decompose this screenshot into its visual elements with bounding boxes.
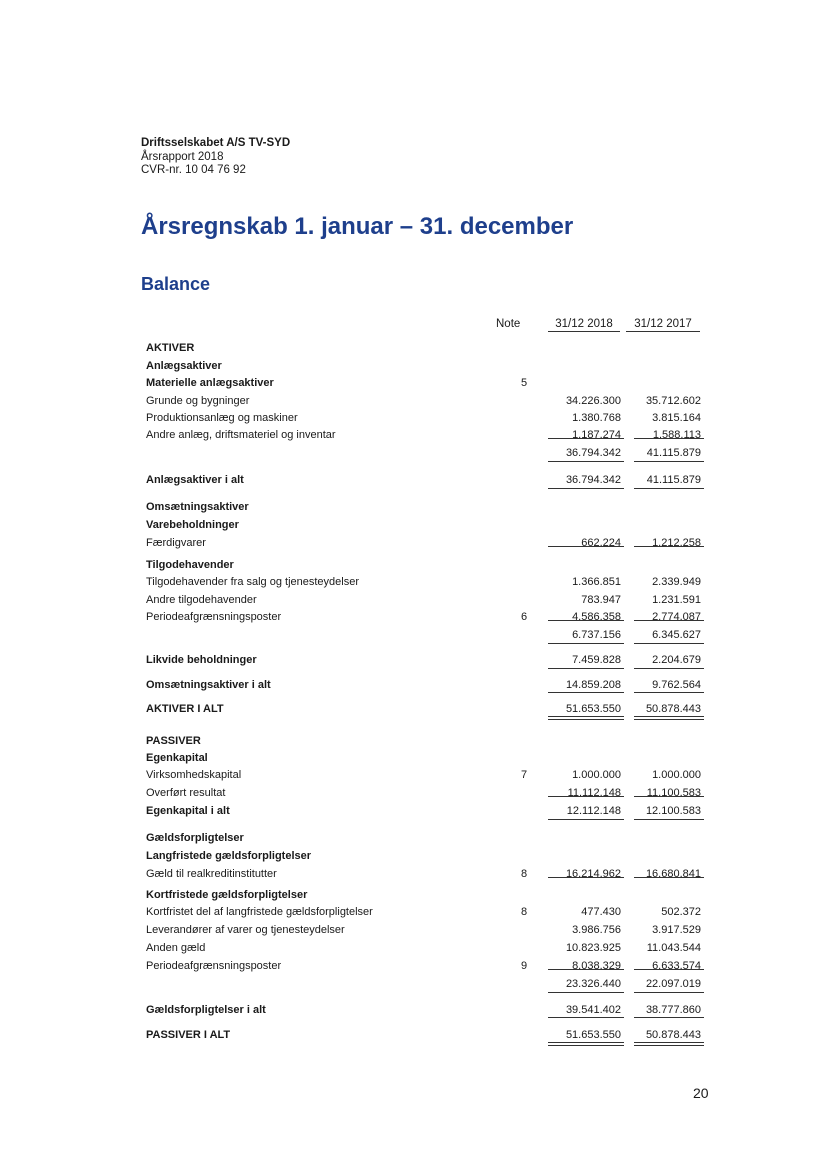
table-row (0, 906, 824, 921)
total-rule-line (634, 461, 704, 462)
total-rule-line (548, 1017, 624, 1018)
total-rule-line (548, 668, 624, 669)
total-rule-line (548, 620, 624, 621)
row-label: Kortfristet del af langfristede gældsforpligtelser (146, 906, 373, 918)
table-row (0, 769, 824, 784)
value-2017: 3.917.529 (652, 924, 701, 936)
total-rule-line (548, 1045, 624, 1046)
total-rule-line (548, 643, 624, 644)
total-rule-line (634, 877, 704, 878)
row-note: 6 (520, 611, 528, 623)
table-row (0, 447, 824, 462)
value-2017: 6.633.574 (652, 960, 701, 972)
row-label: Varebeholdninger (146, 519, 239, 531)
value-2018: 34.226.300 (565, 395, 621, 407)
value-2018: 783.947 (581, 594, 621, 606)
column-header-2018: 31/12 2018 (548, 318, 620, 332)
table-row (0, 519, 824, 534)
total-rule-line (634, 716, 704, 717)
row-label: Overført resultat (146, 787, 226, 799)
value-2017: 12.100.583 (645, 805, 701, 817)
total-rule-line (548, 796, 624, 797)
company-name: Driftsselskabet A/S TV-SYD (141, 137, 291, 149)
table-row (0, 360, 824, 375)
value-2018: 662.224 (581, 537, 621, 549)
table-row (0, 611, 824, 626)
value-2018: 39.541.402 (565, 1004, 621, 1016)
column-header-2017: 31/12 2017 (626, 318, 700, 332)
row-label: Omsætningsaktiver i alt (146, 679, 271, 691)
value-2018: 6.737.156 (572, 629, 621, 641)
table-row (0, 629, 824, 644)
value-2018: 7.459.828 (572, 654, 621, 666)
value-2018: 12.112.148 (566, 805, 621, 817)
row-label: Produktionsanlæg og maskiner (146, 412, 298, 424)
report-name: Årsrapport 2018 (141, 150, 224, 163)
total-rule-line (634, 969, 704, 970)
document-header (141, 137, 290, 178)
row-note: 8 (520, 906, 528, 918)
row-label: Periodeafgrænsningsposter (146, 960, 282, 972)
row-label: Gældsforpligtelser i alt (146, 1004, 266, 1016)
value-2017: 38.777.860 (645, 1004, 701, 1016)
table-row (0, 960, 824, 975)
total-rule-line (548, 719, 624, 720)
total-rule-line (634, 546, 704, 547)
value-2017: 2.339.949 (652, 576, 701, 588)
row-label: Anlægsaktiver (146, 360, 222, 372)
table-row (0, 924, 824, 939)
value-2018: 1.366.851 (572, 576, 621, 588)
row-label: Egenkapital i alt (146, 805, 230, 817)
value-2017: 502.372 (661, 906, 701, 918)
row-label: Leverandører af varer og tjenesteydelser (146, 924, 345, 936)
row-label: Anden gæld (146, 942, 206, 954)
value-2018: 477.430 (581, 906, 621, 918)
value-2017: 9.762.564 (652, 679, 701, 691)
total-rule-line (548, 716, 624, 717)
total-rule-line (548, 692, 624, 693)
total-rule-line (548, 819, 624, 820)
row-label: Likvide beholdninger (146, 654, 257, 666)
table-row (0, 395, 824, 410)
value-2018: 3.986.756 (572, 924, 621, 936)
value-2017: 50.878.443 (645, 703, 701, 715)
table-row (0, 576, 824, 591)
total-rule-line (634, 620, 704, 621)
row-label: Kortfristede gældsforpligtelser (146, 889, 308, 901)
row-label: Andre anlæg, driftsmateriel og inventar (146, 429, 336, 441)
table-row (0, 978, 824, 993)
total-rule-line (634, 1045, 704, 1046)
table-row (0, 654, 824, 669)
row-label: AKTIVER I ALT (146, 703, 224, 715)
value-2018: 51.653.550 (565, 703, 621, 715)
table-row (0, 377, 824, 392)
value-2017: 1.212.258 (652, 537, 701, 549)
cvr-number: CVR-nr. 10 04 76 92 (141, 164, 246, 176)
value-2017: 41.115.879 (646, 474, 701, 486)
value-2018: 11.112.148 (567, 787, 621, 799)
total-rule-line (548, 969, 624, 970)
value-2017: 6.345.627 (652, 629, 701, 641)
row-note: 8 (520, 868, 528, 880)
table-row (0, 850, 824, 865)
row-label: Langfristede gældsforpligtelser (146, 850, 312, 862)
value-2017: 1.588.113 (652, 429, 701, 441)
value-2018: 10.823.925 (565, 942, 621, 954)
table-row (0, 752, 824, 767)
row-label: Anlægsaktiver i alt (146, 474, 244, 486)
total-rule-line (548, 1042, 624, 1043)
total-rule-line (634, 796, 704, 797)
total-rule-line (634, 488, 704, 489)
total-rule-line (548, 546, 624, 547)
total-rule-line (634, 438, 704, 439)
total-rule-line (634, 643, 704, 644)
value-2018: 1.187.274 (572, 429, 621, 441)
value-2017: 16.680.841 (645, 868, 701, 880)
table-row (0, 594, 824, 609)
row-note: 5 (520, 377, 528, 389)
table-row (0, 342, 824, 357)
value-2018: 16.214.962 (565, 868, 621, 880)
row-note: 7 (520, 769, 528, 781)
row-label: Tilgodehavender fra salg og tjenesteydelser (146, 576, 360, 588)
value-2017: 1.000.000 (652, 769, 701, 781)
table-row (0, 889, 824, 904)
row-label: AKTIVER (146, 342, 195, 354)
value-2018: 8.038.329 (572, 960, 621, 972)
total-rule-line (634, 692, 704, 693)
value-2018: 1.380.768 (572, 412, 621, 424)
row-label: Egenkapital (146, 752, 208, 764)
table-row (0, 868, 824, 883)
total-rule-line (634, 819, 704, 820)
row-label: Materielle anlægsaktiver (146, 377, 274, 389)
page-title: Årsregnskab 1. januar – 31. december (141, 213, 574, 240)
total-rule-line (548, 877, 624, 878)
table-row (0, 942, 824, 957)
value-2018: 4.586.358 (572, 611, 621, 623)
total-rule-line (634, 1017, 704, 1018)
total-rule-line (634, 719, 704, 720)
table-row (0, 787, 824, 802)
section-title: Balance (141, 274, 211, 294)
table-row (0, 412, 824, 427)
table-row (0, 537, 824, 552)
row-label: Gældsforpligtelser (146, 832, 244, 844)
row-label: Tilgodehavender (146, 559, 234, 571)
table-row (0, 429, 824, 444)
total-rule-line (548, 461, 624, 462)
table-row (0, 474, 824, 489)
row-label: Gæld til realkreditinstitutter (146, 868, 277, 880)
value-2017: 50.878.443 (645, 1029, 701, 1041)
value-2017: 2.204.679 (652, 654, 701, 666)
table-row (0, 501, 824, 516)
row-note: 9 (520, 960, 528, 972)
total-rule-line (548, 438, 624, 439)
value-2017: 2.774.087 (652, 611, 701, 623)
value-2017: 1.231.591 (652, 594, 701, 606)
value-2017: 3.815.164 (652, 412, 701, 424)
value-2017: 11.100.583 (646, 787, 701, 799)
value-2018: 51.653.550 (565, 1029, 621, 1041)
row-label: Periodeafgrænsningsposter (146, 611, 282, 623)
column-header-note: Note (496, 318, 521, 330)
row-label: Virksomhedskapital (146, 769, 242, 781)
value-2017: 22.097.019 (645, 978, 701, 990)
page-number: 20 (693, 1085, 709, 1101)
total-rule-line (548, 488, 624, 489)
value-2017: 11.043.544 (646, 942, 701, 954)
table-row (0, 735, 824, 750)
value-2017: 41.115.879 (646, 447, 701, 459)
total-rule-line (634, 992, 704, 993)
table-row (0, 559, 824, 574)
value-2018: 14.859.208 (565, 679, 621, 691)
row-label: PASSIVER (146, 735, 201, 747)
total-rule-line (634, 668, 704, 669)
value-2018: 36.794.342 (565, 447, 621, 459)
row-label: PASSIVER I ALT (146, 1029, 231, 1041)
row-label: Omsætningsaktiver (146, 501, 249, 513)
row-label: Færdigvarer (146, 537, 206, 549)
total-rule-line (548, 992, 624, 993)
row-label: Grunde og bygninger (146, 395, 250, 407)
value-2018: 1.000.000 (572, 769, 621, 781)
total-rule-line (634, 1042, 704, 1043)
row-label: Andre tilgodehavender (146, 594, 257, 606)
table-row (0, 805, 824, 820)
value-2018: 23.326.440 (565, 978, 621, 990)
table-row (0, 832, 824, 847)
value-2018: 36.794.342 (565, 474, 621, 486)
value-2017: 35.712.602 (645, 395, 701, 407)
